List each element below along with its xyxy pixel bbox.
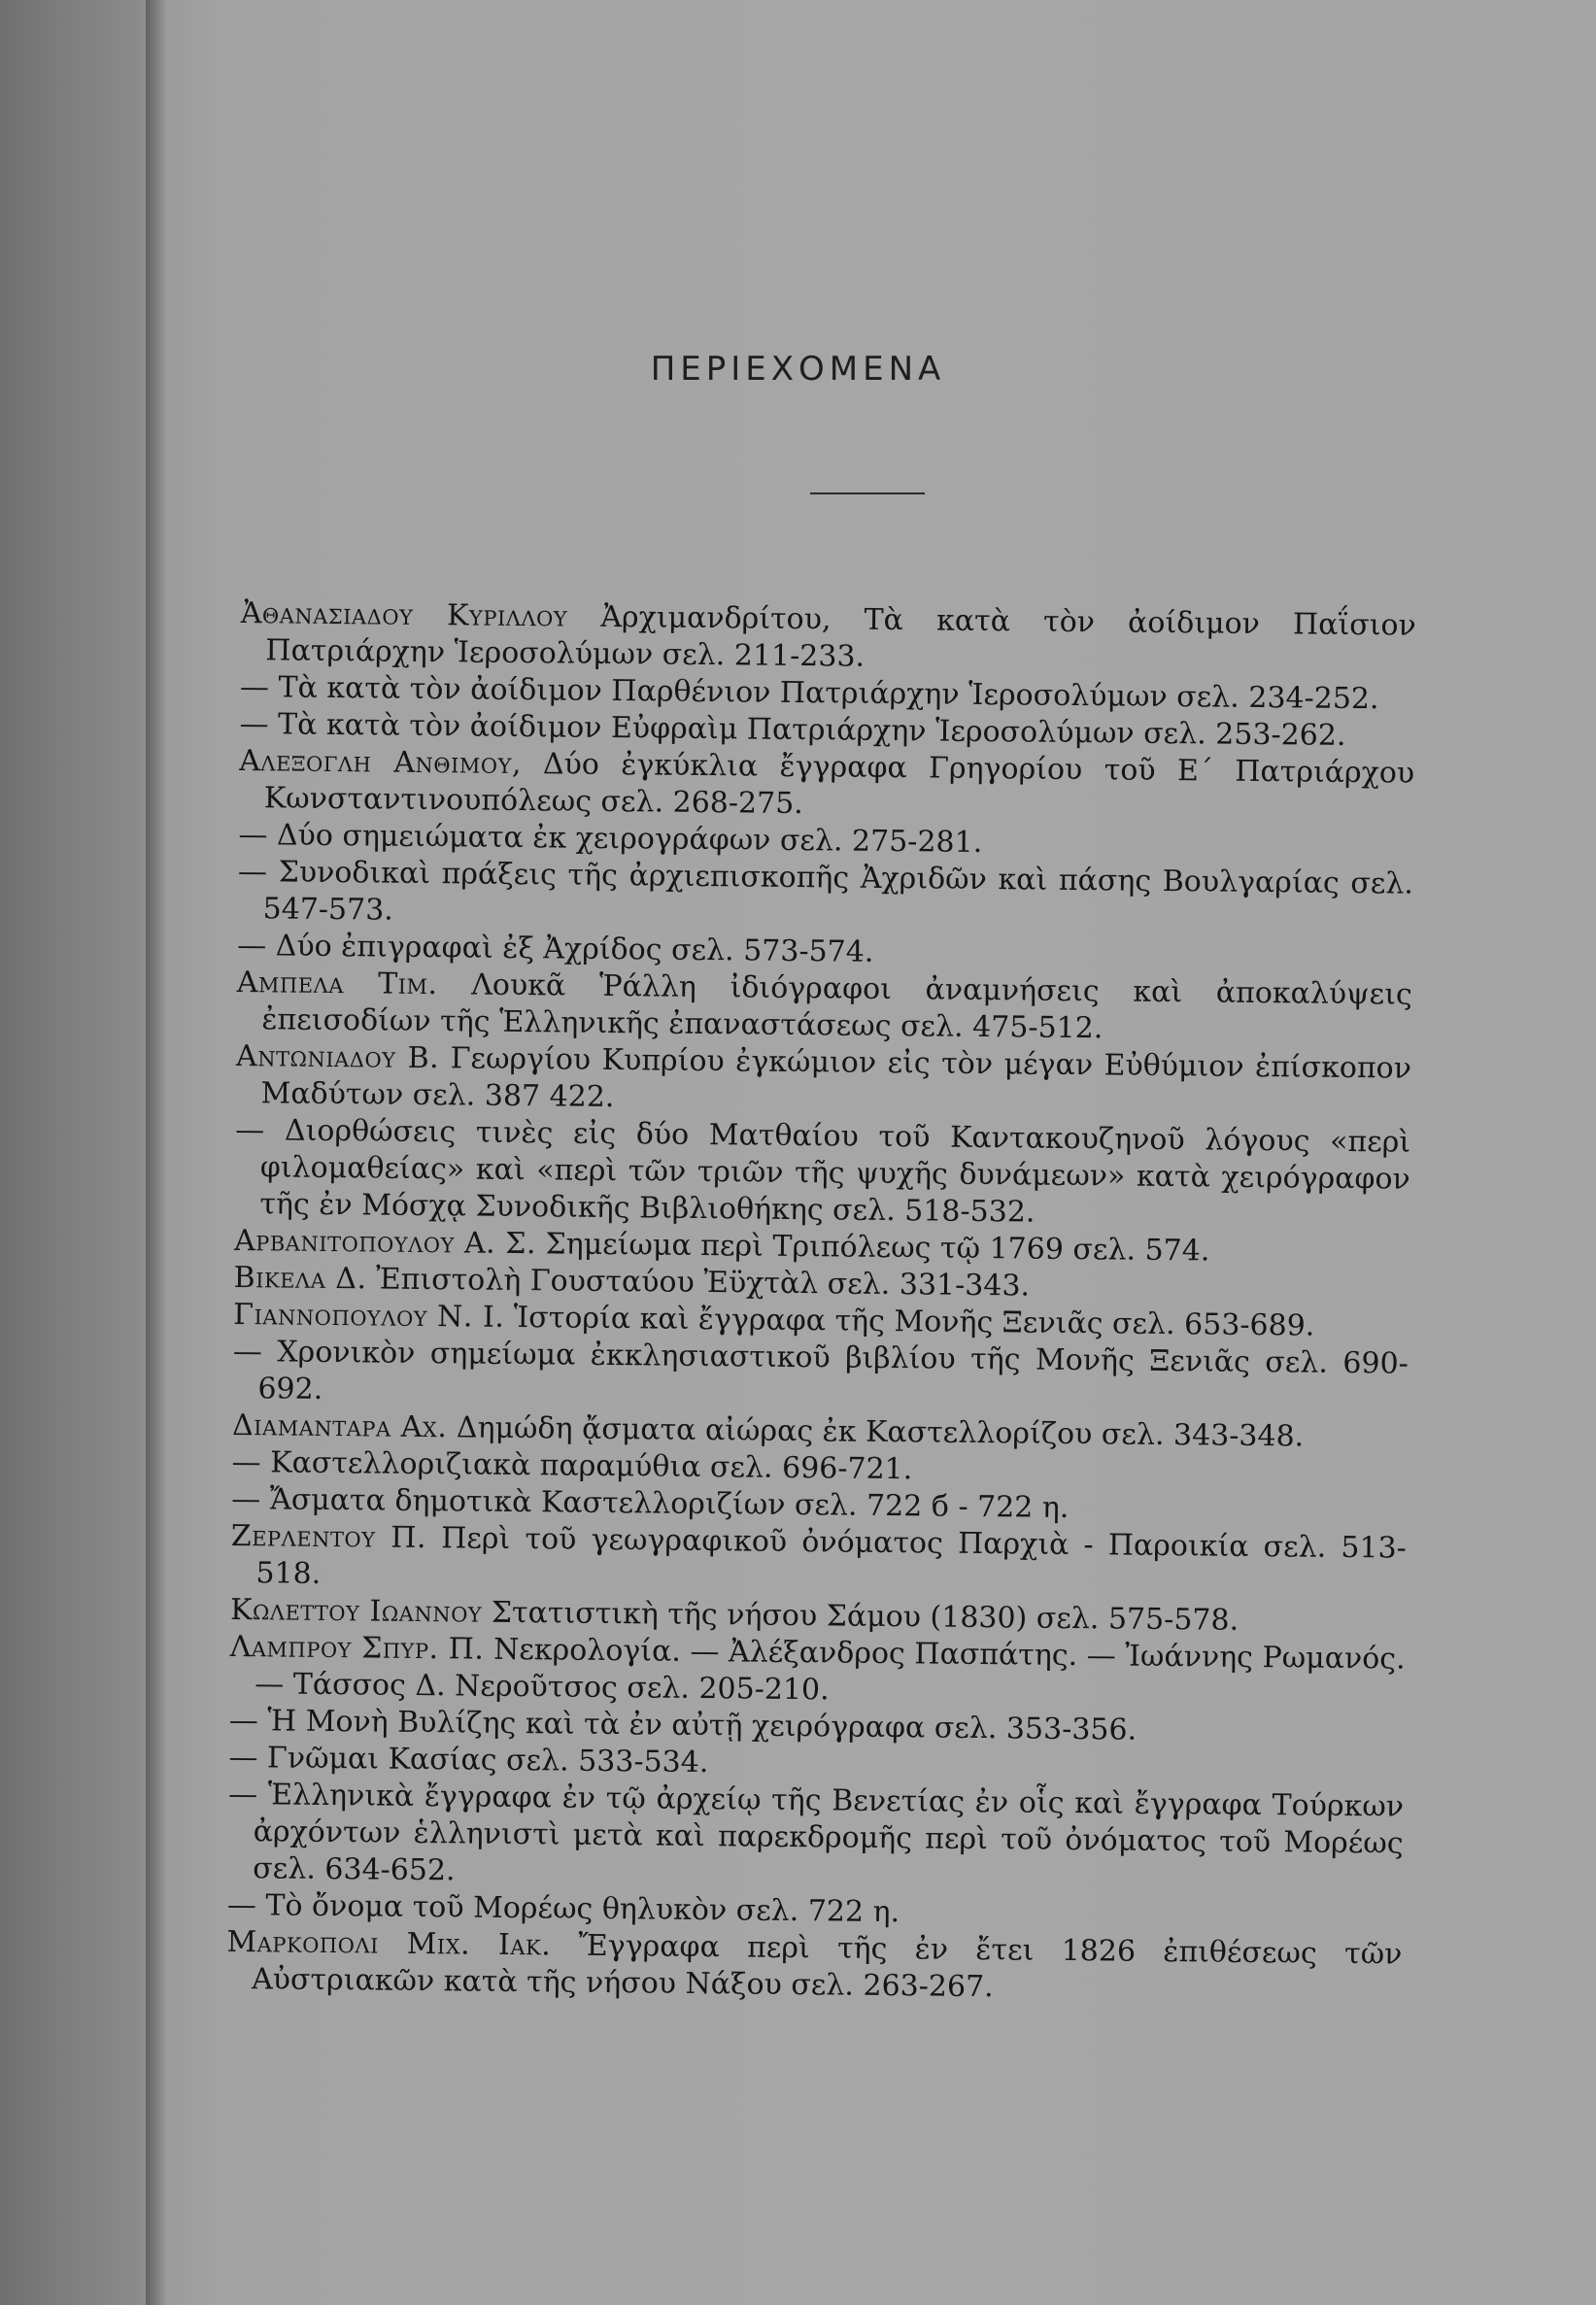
entry-text: — Ἑλληνικὰ ἔγγραφα ἐν τῷ ἀρχείῳ τῆς Βενετίας ἐν οἷς καὶ ἔγγραφα Τούρκων ἀρχόντων ἑλληνιστὶ μετὰ καὶ παρεκδρομῆς περὶ τοῦ ὀνόματος τοῦ Μορέως σελ. 634-652.: [227, 1777, 1405, 1888]
toc-entry: [237, 854, 1413, 940]
toc-entry: [235, 1038, 1411, 1125]
entry-text: Ἀρχιμανδρίτου, Τὰ κατὰ τὸν ἀοίδιμον Παΐσιον Πατριάρχην Ἱεροσολύμων σελ. 211-233.: [265, 599, 1416, 674]
entry-text: — Συνοδικαὶ πράξεις τῆς ἀρχιεπισκοπῆς Ἀχριδῶν καὶ πάσης Βουλγαρίας σελ. 547-573.: [237, 854, 1414, 928]
toc-entry: [236, 965, 1412, 1051]
binding-gutter-shadow: [146, 0, 167, 2305]
entry-author: Αρβανιτοπουλου Α. Σ.: [233, 1223, 537, 1262]
heading-rule: [810, 492, 925, 494]
entry-text: — Ἄσματα δημοτικὰ Καστελλοριζίων σελ. 722 б - 722 η.: [231, 1481, 1070, 1525]
entry-author: Λαμπρου Σπυρ. Π.: [229, 1629, 485, 1667]
entry-author: Αντωνιαδου Β.: [235, 1038, 440, 1076]
entry-text: , Δύο ἐγκύκλια ἔγγραφα Γρηγορίου τοῦ Ε΄ Πατριάρχου Κωνσταντινουπόλεως σελ. 268-275.: [263, 746, 1415, 822]
toc-entry: [226, 1924, 1403, 2011]
table-of-contents: [226, 595, 1416, 2011]
entry-text: — Δύο σημειώματα ἐκ χειρογράφων σελ. 275-281.: [238, 817, 983, 861]
entry-text: Γεωργίου Κυπρίου ἐγκώμιον εἰς τὸν μέγαν Εὐθύμιον ἐπίσκοπον Μαδύτων σελ. 387 422.: [260, 1041, 1412, 1115]
entry-text: Σημείωμα περὶ Τριπόλεως τῷ 1769 σελ. 574.: [535, 1227, 1210, 1269]
toc-entry: [230, 1518, 1407, 1605]
entry-author: Διαμανταρα Αχ.: [231, 1407, 448, 1445]
toc-entry: [229, 1629, 1406, 1715]
entry-text: — Τὰ κατὰ τὸν ἀοίδιμον Εὐφραὶμ Πατριάρχην Ἱεροσολύμων σελ. 253-262.: [239, 706, 1346, 753]
toc-entry: [232, 1334, 1409, 1420]
toc-entry: [239, 743, 1415, 830]
entry-author: Ἀθανασιαδου Κυριλλου: [240, 595, 568, 634]
entry-author: Κωλεττου Ιωαννου: [229, 1592, 483, 1630]
entry-text: — Καστελλοριζιακὰ παραμύθια σελ. 696-721.: [231, 1444, 913, 1487]
entry-text: — Διορθώσεις τινὲς εἰς δύο Ματθαίου τοῦ Καντακουζηνοῦ λόγους «περὶ φιλομαθείας» καὶ «περὶ τῶν τριῶν τῆς ψυχῆς δυνάμεων» κατὰ χειρόγραφον τῆς ἐν Μόσχᾳ Συνοδικῆς Βιβλιοθήκης σελ. 518-532.: [235, 1112, 1411, 1230]
entry-text: — Τὸ ὄνομα τοῦ Μορέως θηλυκὸν σελ. 722 η.: [226, 1887, 900, 1930]
entry-author: Μαρκοπολι Μιχ. Ιακ.: [226, 1924, 552, 1963]
page-heading: ΠΕΡΙΕΧΟΜΕΝΑ: [650, 350, 946, 389]
toc-entry: [240, 595, 1416, 682]
toc-entry: [227, 1777, 1404, 1900]
entry-text: Ἔγγραφα περὶ τῆς ἐν ἔτει 1826 ἐπιθέσεως τῶν Αὐστριακῶν κατὰ τῆς νήσου Νάξου σελ. 263-267.: [251, 1928, 1403, 2005]
entry-text: — Ἡ Μονὴ Βυλίζης καὶ τὰ ἐν αὐτῇ χειρόγραφα σελ. 353-356.: [228, 1703, 1138, 1747]
entry-text: — Γνῶμαι Κασίας σελ. 533-534.: [228, 1740, 709, 1780]
entry-author: Αλεξογλη Ανθιμου: [239, 743, 513, 781]
toc-entry: [234, 1112, 1410, 1236]
entry-text: Στατιστικὴ τῆς νήσου Σάμου (1830) σελ. 575-578.: [482, 1595, 1239, 1638]
entry-text: Ἱστορία καὶ ἔγγραφα τῆς Μονῆς Ξενιᾶς σελ. 653-689.: [504, 1300, 1315, 1343]
entry-text: Δημώδη ᾄσματα αἰώρας ἐκ Καστελλορίζου σελ. 343-348.: [447, 1410, 1305, 1454]
entry-text: — Χρονικὸν σημείωμα ἐκκλησιαστικοῦ βιβλίου τῆς Μονῆς Ξενιᾶς σελ. 690-692.: [232, 1334, 1409, 1407]
entry-author: Βικελα Δ.: [233, 1260, 367, 1297]
entry-author: Ζερλεντου Π.: [230, 1518, 427, 1556]
entry-text: — Δύο ἐπιγραφαὶ ἐξ Ἀχρίδος σελ. 573-574.: [237, 928, 874, 969]
entry-text: Λουκᾶ Ῥάλλη ἰδιόγραφοι ἀναμνήσεις καὶ ἀποκαλύψεις ἐπεισοδίων τῆς Ἑλληνικῆς ἐπαναστάσεως σελ. 475-512.: [261, 967, 1412, 1046]
entry-author: Γιαννοπουλου Ν. Ι.: [233, 1297, 505, 1335]
entry-text: — Τὰ κατὰ τὸν ἀοίδιμον Παρθένιον Πατριάρχην Ἱεροσολύμων σελ. 234-252.: [239, 669, 1379, 717]
entry-text: Ἐπιστολὴ Γουσταύου Ἐϋχτὰλ σελ. 331-343.: [366, 1262, 1031, 1304]
entry-text: Περὶ τοῦ γεωγραφικοῦ ὀνόματος Παρχιὰ - Παροικία σελ. 513-518.: [255, 1521, 1407, 1591]
entry-text: Νεκρολογία. — Ἀλέξανδρος Πασπάτης. — Ἰωάννης Ρωμανός. — Τάσσος Δ. Νεροῦτσος σελ. 205-210.: [255, 1632, 1406, 1708]
entry-author: Αμπελα Τιμ.: [236, 965, 438, 1002]
